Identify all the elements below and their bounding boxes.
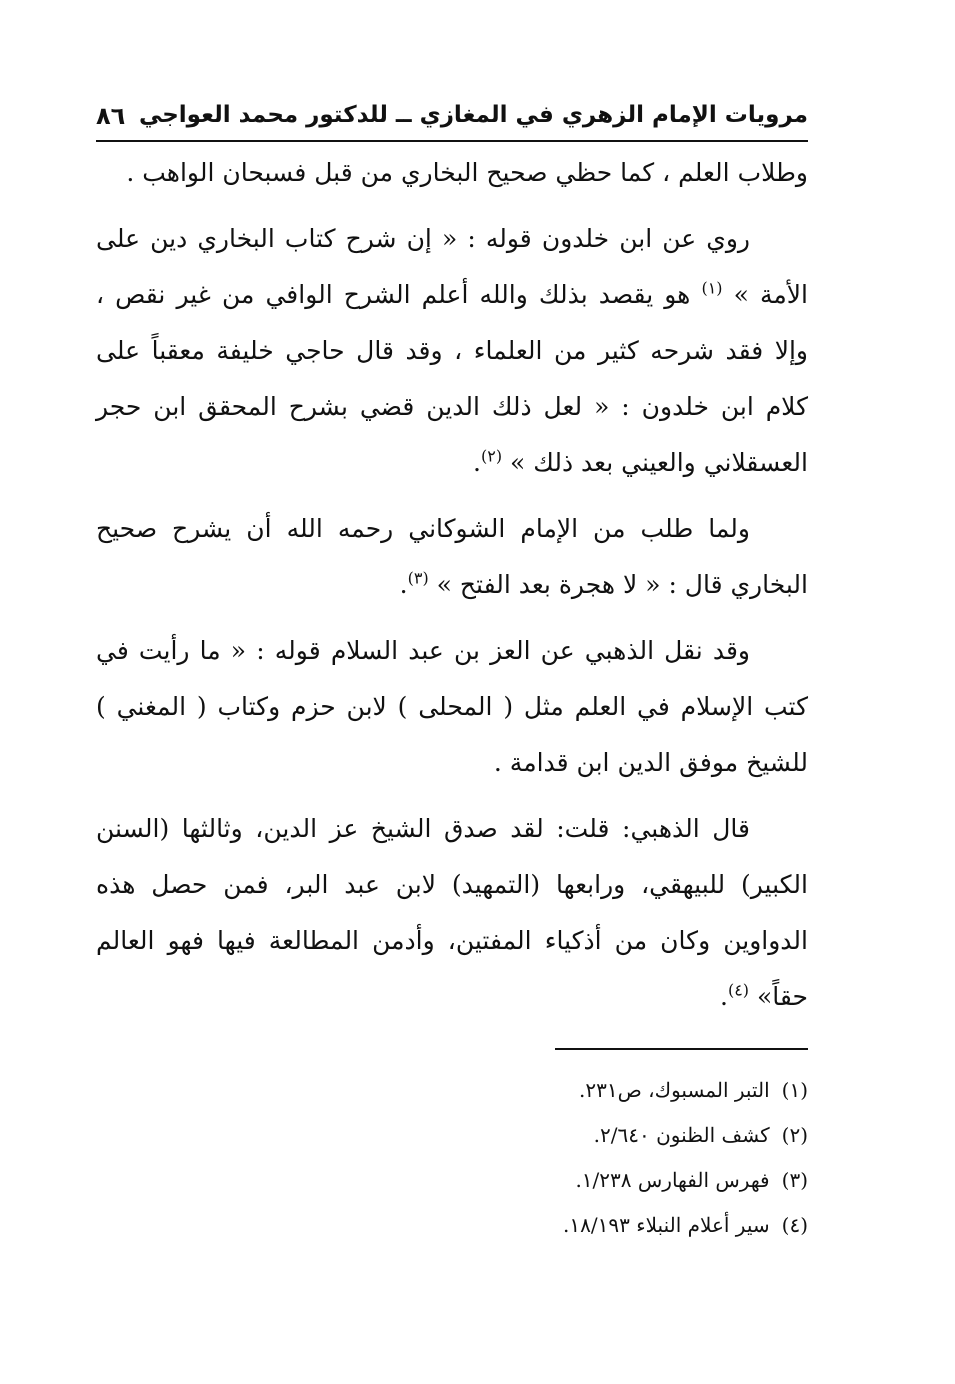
footnote-number: (١) bbox=[781, 1078, 808, 1102]
footnote-item bbox=[96, 1158, 808, 1203]
paragraph bbox=[96, 501, 808, 613]
paragraph-text: . bbox=[473, 448, 481, 477]
paragraph-text: هو يقصد بذلك والله أعلم الشرح الوافي من غير نقص ، وإلا فقد شرحه كثير من العلماء ، وقد قال حاجي خليفة معقباً على كلام ابن خلدون : « لعل ذلك الدين قضي بشرح المحقق ابن حجر العسقلاني والعيني بعد ذلك » bbox=[96, 280, 808, 477]
main-text bbox=[96, 145, 808, 1035]
footnote-reference[interactable]: (١) bbox=[701, 278, 723, 298]
footnote-text: فهرس الفهارس ١/٢٣٨. bbox=[575, 1168, 770, 1192]
footnote-item bbox=[96, 1068, 808, 1113]
footnote-number: (٤) bbox=[781, 1213, 808, 1237]
footnote-reference[interactable]: (٤) bbox=[727, 980, 750, 1000]
footnote-item bbox=[96, 1113, 808, 1158]
footnote-text: التبر المسبوك، ص٢٣١. bbox=[579, 1078, 770, 1102]
paragraph-text: قال الذهبي: قلت: لقد صدق الشيخ عز الدين، وثالثها (السنن الكبير) للبيهقي، ورابعها (التمهيد) لابن عبد البر، فمن حصل هذه الدواوين وكان من أذكياء المفتين، وأدمن المطالعة فيها فهو العالم حقاً» bbox=[96, 814, 808, 1011]
footnote-reference[interactable]: (٣) bbox=[407, 568, 429, 588]
footnote-reference[interactable]: (٢) bbox=[481, 446, 503, 466]
footnote-number: (٢) bbox=[781, 1123, 808, 1147]
page-number: ٨٦ bbox=[96, 102, 126, 130]
paragraph bbox=[96, 211, 808, 491]
paragraph-continuation bbox=[96, 145, 808, 201]
paragraph-text: ولما طلب من الإمام الشوكاني رحمه الله أن يشرح صحيح البخاري قال : « لا هجرة بعد الفتح » bbox=[96, 514, 808, 599]
paragraph-text: . bbox=[399, 570, 408, 599]
paragraph-text: وطلاب العلم ، كما حظي صحيح البخاري من قبل فسبحان الواهب . bbox=[126, 158, 808, 187]
paragraph bbox=[96, 801, 808, 1025]
paragraph-text: وقد نقل الذهبي عن العز بن عبد السلام قوله : « ما رأيت في كتب الإسلام في العلم مثل ( المحلى ) لابن حزم وكتاب ( المغني ) للشيخ موفق الدين ابن قدامة . bbox=[96, 636, 808, 777]
paragraph-text: . bbox=[719, 982, 728, 1011]
footnotes bbox=[96, 1068, 808, 1248]
footnote-item bbox=[96, 1203, 808, 1248]
paragraph-text: روي عن ابن خلدون قوله : « إن شرح كتاب البخاري دين على الأمة » bbox=[96, 224, 808, 309]
footnote-text: سير أعلام النبلاء ١٨/١٩٣. bbox=[563, 1213, 770, 1237]
page-header bbox=[96, 98, 808, 138]
footnote-text: كشف الظنون ٢/٦٤٠. bbox=[593, 1123, 770, 1147]
footnote-divider bbox=[555, 1048, 808, 1050]
running-title: مرويات الإمام الزهري في المغازي ــ للدكتور محمد العواجي bbox=[138, 102, 808, 128]
footnote-number: (٣) bbox=[781, 1168, 808, 1192]
paragraph bbox=[96, 623, 808, 791]
header-divider bbox=[96, 140, 808, 142]
